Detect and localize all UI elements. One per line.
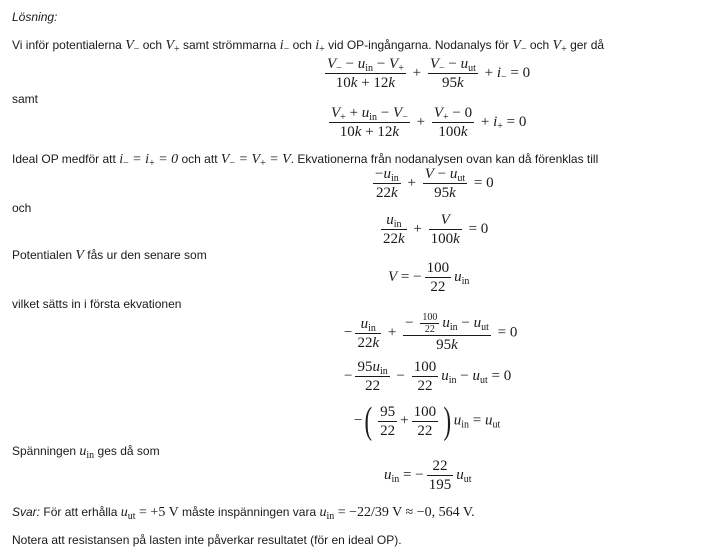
spanning-t2: ges då som [97,444,160,458]
ideal-t2: och att [181,152,218,166]
potential-text [12,248,207,264]
math-potentials-equal: $V_- = V_+ = V$ [220,152,291,169]
intro-t3: samt strömmarna [183,38,277,52]
answer-t1: För att erhålla [43,505,118,519]
answer-text [12,505,475,521]
equation-simplified-1: $\frac{-u_{in}}{22k}$ + $\frac{V - u_{ut}}{95k}$ = 0 [375,166,494,201]
spanning-text [12,444,160,460]
equation-grouped: −( $\frac{95}{22}$ + $\frac{100}{22}$ ) $u_{in} = u_{ut}$ [354,400,501,442]
insert-text: vilket sätts in i första ekvationen [12,297,182,311]
ideal-t3: . Ekvationerna från nodanalysen ovan kan då förenklas till [290,152,599,166]
math-uin-value: $u_{in} = -22/39$ V ≈ −0, 564 V. [319,505,475,522]
equation-node-vminus: $\frac{V_- - u_{in} - V_+}{10k + 12k}$ + $\frac{V_- - u_{ut}}{95k}$ + $i_- = 0$ [327,56,531,91]
equation-multiplied: − $\frac{95u_{in}}{22}$ − $\frac{100}{22}$ $u_{in} - u_{ut} = 0$ [344,359,512,394]
intro-text [12,38,604,54]
math-vminus-2: $V_-$ [512,38,527,55]
math-vminus: $V_-$ [125,38,140,55]
equation-substituted: − $\frac{u_{in}}{22k}$ + − $\frac{100}{22}$ $u_{in} - u_{ut}$ 95k = 0 [344,312,518,353]
intro-t6: och [529,38,550,52]
equation-simplified-2: $\frac{u_{in}}{22k}$ + $\frac{V}{100k}$ = 0 [383,212,489,247]
math-iplus: $i_+$ [315,38,325,55]
math-v: V [75,248,84,263]
intro-t5: vid OP-ingångarna. Nodanalys för [328,38,509,52]
intro-t4: och [292,38,312,52]
math-iminus: $i_-$ [279,38,290,55]
solution-heading: Lösning: [12,10,58,24]
answer-label: Svar: [12,505,41,519]
equation-uin-result: $u_{in}$ = − $\frac{22}{195}$ $u_{ut}$ [384,458,472,493]
math-vplus-2: $V_+$ [552,38,567,55]
ideal-op-text [12,152,598,168]
potential-t1: Potentialen [12,248,73,262]
equation-v-solution: V = − $\frac{100}{22}$ $u_{in}$ [388,260,470,295]
spanning-t1: Spänningen [12,444,77,458]
answer-t2: måste inspänningen vara [182,505,317,519]
potential-t2: fås ur den senare som [87,248,207,262]
equation-node-vplus: $\frac{V_+ + u_{in} - V_-}{10k + 12k}$ + $\frac{V_+ - 0}{100k}$ + $i_+ = 0$ [331,105,527,140]
ideal-t1: Ideal OP medför att [12,152,116,166]
math-vplus: $V_+$ [165,38,180,55]
intro-t7: ger då [570,38,605,52]
math-uut-value: $u_{ut} = +5$ V [120,505,179,522]
note-text: Notera att resistansen på lasten inte påverkar resultatet (för en ideal OP). [12,533,402,547]
math-uin: $u_{in}$ [79,444,95,461]
math-currents-zero: $i_- = i_+ = 0$ [119,152,179,169]
samt-text: samt [12,92,39,106]
intro-t1: Vi inför potentialerna [12,38,122,52]
intro-t2: och [142,38,163,52]
och-text: och [12,201,32,215]
